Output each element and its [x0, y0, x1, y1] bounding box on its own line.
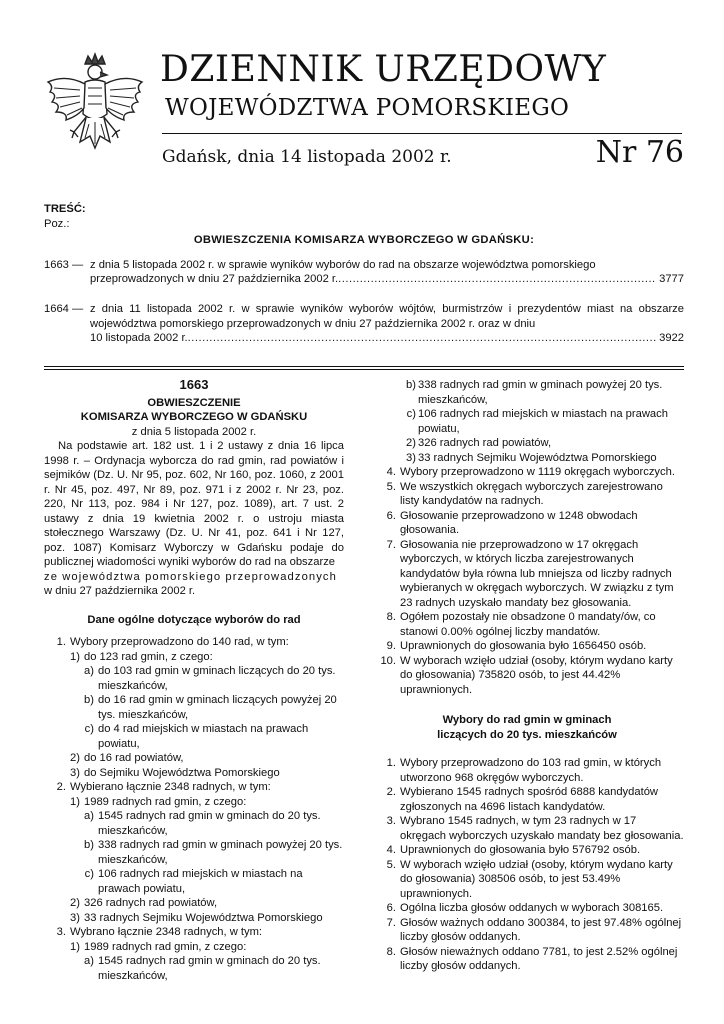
list-item: [44, 896, 344, 911]
list-item-marker: 7.: [386, 538, 396, 551]
list-item-marker: 3.: [386, 815, 396, 827]
small-gminas-list: [370, 756, 684, 974]
list-item: [44, 635, 344, 650]
list-item-marker: 6.: [386, 902, 396, 914]
list-item-text: 33 radnych Sejmiku Województwa Pomorskiego: [84, 911, 323, 924]
list-item: [370, 538, 684, 611]
list-item: [44, 693, 344, 722]
list-item: [370, 378, 684, 407]
intro-paragraph: Na podstawie art. 182 ust. 1 i 2 ustawy z dnia 16 lipca 1998 r. – Ordynacja wyborcza do rad gmin, rad powiatów i sejmików (Dz. U. Nr 95, poz. 602, Nr 160, poz. 1060, z 2001 r. Nr 45, poz. 497, Nr 89, poz. 971 i z 2002 r. Nr 23, poz. 220, Nr 113, poz. 984 i Nr 127, poz. 1089), art. 7 ust. 2 ustawy z dnia 19 kwietnia 2002 r. o ustroju miasta stołecznego Warszawy (Dz. U. Nr 41, poz. 641 i Nr 127, poz. 1087) Komisarz Wyborczy w Gdańsku podaje do publicznej wiadomości wyniki wyborów do rad na obszarze: [44, 440, 344, 568]
list-item: [370, 451, 684, 466]
list-item-marker: 4.: [386, 466, 396, 478]
list-item: [370, 916, 684, 945]
list-item-text: We wszystkich okręgach wyborczych zarejestrowano listy kandydatów na radnych.: [400, 480, 663, 507]
section-divider-bottom: [44, 369, 684, 370]
list-item: [44, 925, 344, 940]
right-column: [370, 378, 684, 974]
list-item: [370, 407, 684, 436]
list-item: [44, 751, 344, 766]
list-item-marker: 6.: [386, 509, 396, 522]
list-item-marker: c): [84, 868, 94, 880]
left-column: [44, 378, 344, 983]
list-item-text: 106 radnych rad miejskich w miastach na prawach powiatu,: [418, 408, 668, 435]
list-item-text: 106 radnych rad miejskich w miastach na prawach powiatu,: [98, 868, 303, 895]
list-item: [44, 838, 344, 867]
list-item-text: Głosowania nie przeprowadzono w 17 okręgach wyborczych, w których liczba zarejestrowanych kandydatów była równa lub mniejsza od liczby radnych wybieranych w okręgach wyborczych. W związku z tym 23 radnych uzyskało mandaty bez głosowania.: [400, 538, 674, 609]
list-item-text: do 123 rad gmin, z czego:: [84, 650, 213, 663]
toc-entry-page: 3922: [659, 332, 684, 345]
list-item-text: Wybierano 1545 radnych spośród 6888 kandydatów zgłoszonych na 4696 listach kandydatów.: [400, 786, 659, 813]
toc-title: TREŚĆ:: [44, 203, 86, 215]
list-item: [44, 795, 344, 810]
list-item: [370, 945, 684, 974]
toc-entry: [44, 302, 684, 346]
list-item-marker: 5.: [386, 480, 396, 493]
list-item-text: Wybory przeprowadzono do 140 rad, w tym:: [70, 636, 289, 648]
issue-dateline: Gdańsk, dnia 14 listopada 2002 r.: [162, 147, 452, 167]
toc-leader-dots: [338, 272, 656, 287]
article-heading: OBWIESZCZENIE: [147, 396, 241, 409]
list-item: [44, 954, 344, 983]
list-item: [370, 480, 684, 509]
list-item: [44, 766, 344, 781]
list-item-marker: c): [84, 723, 94, 735]
list-item-marker: 10.: [380, 654, 396, 667]
toc-entry-text-end: 10 listopada 2002 r.: [90, 332, 188, 345]
intro-paragraph-spaced: ze województwa pomorskiego przeprowadzonych: [44, 570, 337, 583]
section-divider-top: [44, 366, 684, 367]
toc-section-heading: OBWIESZCZENIA KOMISARZA WYBORCZEGO W GDAŃSKU:: [193, 234, 535, 247]
list-item-text: Wybierano łącznie 2348 radnych, w tym:: [70, 781, 271, 793]
list-item-marker: 7.: [386, 916, 396, 929]
section-title-small-gminas: [370, 713, 684, 742]
list-item: [370, 756, 684, 785]
list-item-marker: 1): [70, 940, 80, 953]
list-item-marker: a): [84, 810, 94, 822]
list-item-marker: 5.: [386, 858, 396, 871]
toc-leader-dots: [188, 331, 656, 346]
list-item-text: do 103 rad gmin w gminach liczących do 20 tys. mieszkańców,: [98, 665, 336, 692]
list-item-marker: 9.: [386, 640, 396, 652]
section-title-line: liczących do 20 tys. mieszkańców: [437, 728, 617, 741]
list-item-marker: 3): [70, 911, 80, 924]
gazette-title: DZIENNIK URZĘDOWY: [160, 49, 607, 90]
list-item-marker: 2.: [56, 781, 66, 793]
list-item: [44, 809, 344, 838]
list-item-marker: 8.: [386, 945, 396, 958]
section-title-general: Dane ogólne dotyczące wyborów do rad: [87, 613, 301, 626]
list-item-marker: a): [84, 665, 94, 677]
list-item-text: Wybory przeprowadzono do 103 rad gmin, w których utworzono 968 okręgów wyborczych.: [400, 757, 662, 784]
list-item: [44, 722, 344, 751]
toc-entry: [44, 258, 684, 287]
list-item-text: Uprawnionych do głosowania było 576792 osób.: [400, 844, 641, 856]
list-item-marker: 8.: [386, 611, 396, 623]
list-item: [370, 814, 684, 843]
list-item: [370, 843, 684, 858]
issue-number: Nr 76: [595, 135, 684, 170]
toc-entry-text: z dnia 11 listopada 2002 r. w sprawie wyników wyborów wójtów, burmistrzów i prezydentów miast na obszarze województwa pomorskiego przeprowadzonych w dniu 27 października 2002 r. oraz w dniu: [90, 302, 684, 330]
list-item-text: 326 radnych rad powiatów,: [84, 897, 218, 909]
list-item-text: do 16 rad gmin w gminach liczących powyżej 20 tys. mieszkańców,: [98, 694, 337, 721]
toc-entry-text: z dnia 5 listopada 2002 r. w sprawie wyników wyborów do rad na obszarze województwa pomorskiego: [90, 258, 596, 271]
section-title-line: Wybory do rad gmin w gminach: [442, 714, 612, 726]
list-item-marker: c): [406, 408, 416, 420]
list-item-marker: 2.: [386, 786, 396, 798]
list-item-marker: b): [84, 694, 94, 706]
gazette-subtitle: WOJEWÓDZTWA POMORSKIEGO: [165, 95, 570, 121]
list-item-marker: 1): [70, 795, 80, 808]
list-item-text: Wybrano 1545 radnych, w tym 23 radnych w 17 okręgach wyborczych uzyskało mandaty bez głosowania.: [400, 815, 684, 842]
list-item-text: 1545 radnych rad gmin w gminach do 20 tys. mieszkańców,: [98, 810, 321, 837]
general-data-list-continued: [370, 378, 684, 697]
list-item-text: Głosów nieważnych oddano 7781, to jest 2.52% ogólnej liczby głosów oddanych.: [400, 945, 678, 972]
list-item-text: W wyborach wzięło udział (osoby, którym wydano karty do głosowania) 735820 osób, to jest 44.42% uprawnionych.: [400, 654, 673, 696]
list-item-marker: b): [84, 839, 94, 851]
list-item-text: W wyborach wzięło udział (osoby, którym wydano karty do głosowania) 308506 osób, to jest 53.49% uprawnionych.: [400, 858, 673, 900]
list-item-text: Wybrano łącznie 2348 radnych, w tym:: [70, 926, 263, 938]
list-item-text: Ogólna liczba głosów oddanych w wyborach 308165.: [400, 902, 664, 914]
list-item-marker: 2): [70, 897, 80, 909]
list-item-text: Ogółem pozostały nie obsadzone 0 mandaty/ów, co stanowi 0.00% ogólnej liczby mandatów.: [400, 611, 656, 638]
list-item-marker: 1.: [386, 757, 396, 769]
list-item: [370, 654, 684, 698]
article-number: 1663: [179, 377, 209, 392]
list-item-text: do 16 rad powiatów,: [84, 752, 184, 764]
list-item: [44, 867, 344, 896]
list-item-text: 1989 radnych rad gmin, z czego:: [84, 940, 247, 953]
list-item-marker: 2): [70, 752, 80, 764]
list-item-text: Uprawnionych do głosowania było 1656450 osób.: [400, 640, 647, 652]
list-item-text: Wybory przeprowadzono w 1119 okręgach wyborczych.: [400, 466, 675, 478]
toc-entry-text-end: przeprowadzonych w dniu 27 października 2002 r.: [90, 273, 339, 286]
toc-entry-page: 3777: [659, 273, 684, 286]
toc-entry-number: 1664 —: [44, 302, 84, 315]
list-item: [370, 901, 684, 916]
toc-poz-label: Poz.:: [44, 217, 70, 230]
list-item-text: do Sejmiku Województwa Pomorskiego: [84, 766, 280, 779]
list-item-marker: 3.: [56, 926, 66, 938]
article-authority: KOMISARZA WYBORCZEGO W GDAŃSKU: [80, 411, 308, 423]
list-item-marker: 4.: [386, 844, 396, 856]
list-item-marker: 3): [70, 766, 80, 779]
list-item: [370, 858, 684, 902]
toc-entry-number: 1663 —: [44, 258, 84, 271]
list-item-text: 1989 radnych rad gmin, z czego:: [84, 795, 247, 808]
table-of-contents: [44, 202, 684, 361]
list-item-marker: 2): [406, 437, 416, 449]
list-item: [44, 664, 344, 693]
eagle-emblem-icon: [40, 52, 150, 162]
list-item: [44, 780, 344, 795]
article-date: z dnia 5 listopada 2002 r.: [131, 425, 257, 438]
list-item: [44, 940, 344, 955]
list-item: [370, 639, 684, 654]
list-item: [370, 436, 684, 451]
intro-paragraph-end: w dniu 27 października 2002 r.: [44, 585, 196, 597]
general-data-list: [44, 635, 344, 983]
list-item-text: Głosów ważnych oddano 300384, to jest 97.48% ogólnej liczby głosów oddanych.: [400, 916, 682, 943]
list-item-marker: a): [84, 955, 94, 967]
list-item-marker: b): [406, 379, 416, 391]
list-item-text: Głosowanie przeprowadzono w 1248 obwodach głosowania.: [400, 509, 638, 536]
list-item-text: 338 radnych rad gmin w gminach powyżej 20 tys. mieszkańców,: [98, 839, 343, 866]
list-item: [370, 465, 684, 480]
list-item: [370, 610, 684, 639]
list-item-marker: 1.: [56, 636, 66, 648]
list-item: [44, 911, 344, 926]
list-item-text: 326 radnych rad powiatów,: [418, 437, 552, 449]
list-item-text: 338 radnych rad gmin w gminach powyżej 20 tys. mieszkańców,: [418, 379, 663, 406]
list-item-text: 33 radnych Sejmiku Województwa Pomorskiego: [418, 451, 657, 464]
list-item-marker: 3): [406, 451, 416, 464]
list-item: [370, 509, 684, 538]
list-item-text: do 4 rad miejskich w miastach na prawach powiatu,: [98, 723, 309, 750]
list-item-text: 1545 radnych rad gmin w gminach do 20 tys. mieszkańców,: [98, 955, 321, 982]
list-item-marker: 1): [70, 650, 80, 663]
header-divider: [162, 133, 682, 134]
list-item: [44, 650, 344, 665]
list-item: [370, 785, 684, 814]
